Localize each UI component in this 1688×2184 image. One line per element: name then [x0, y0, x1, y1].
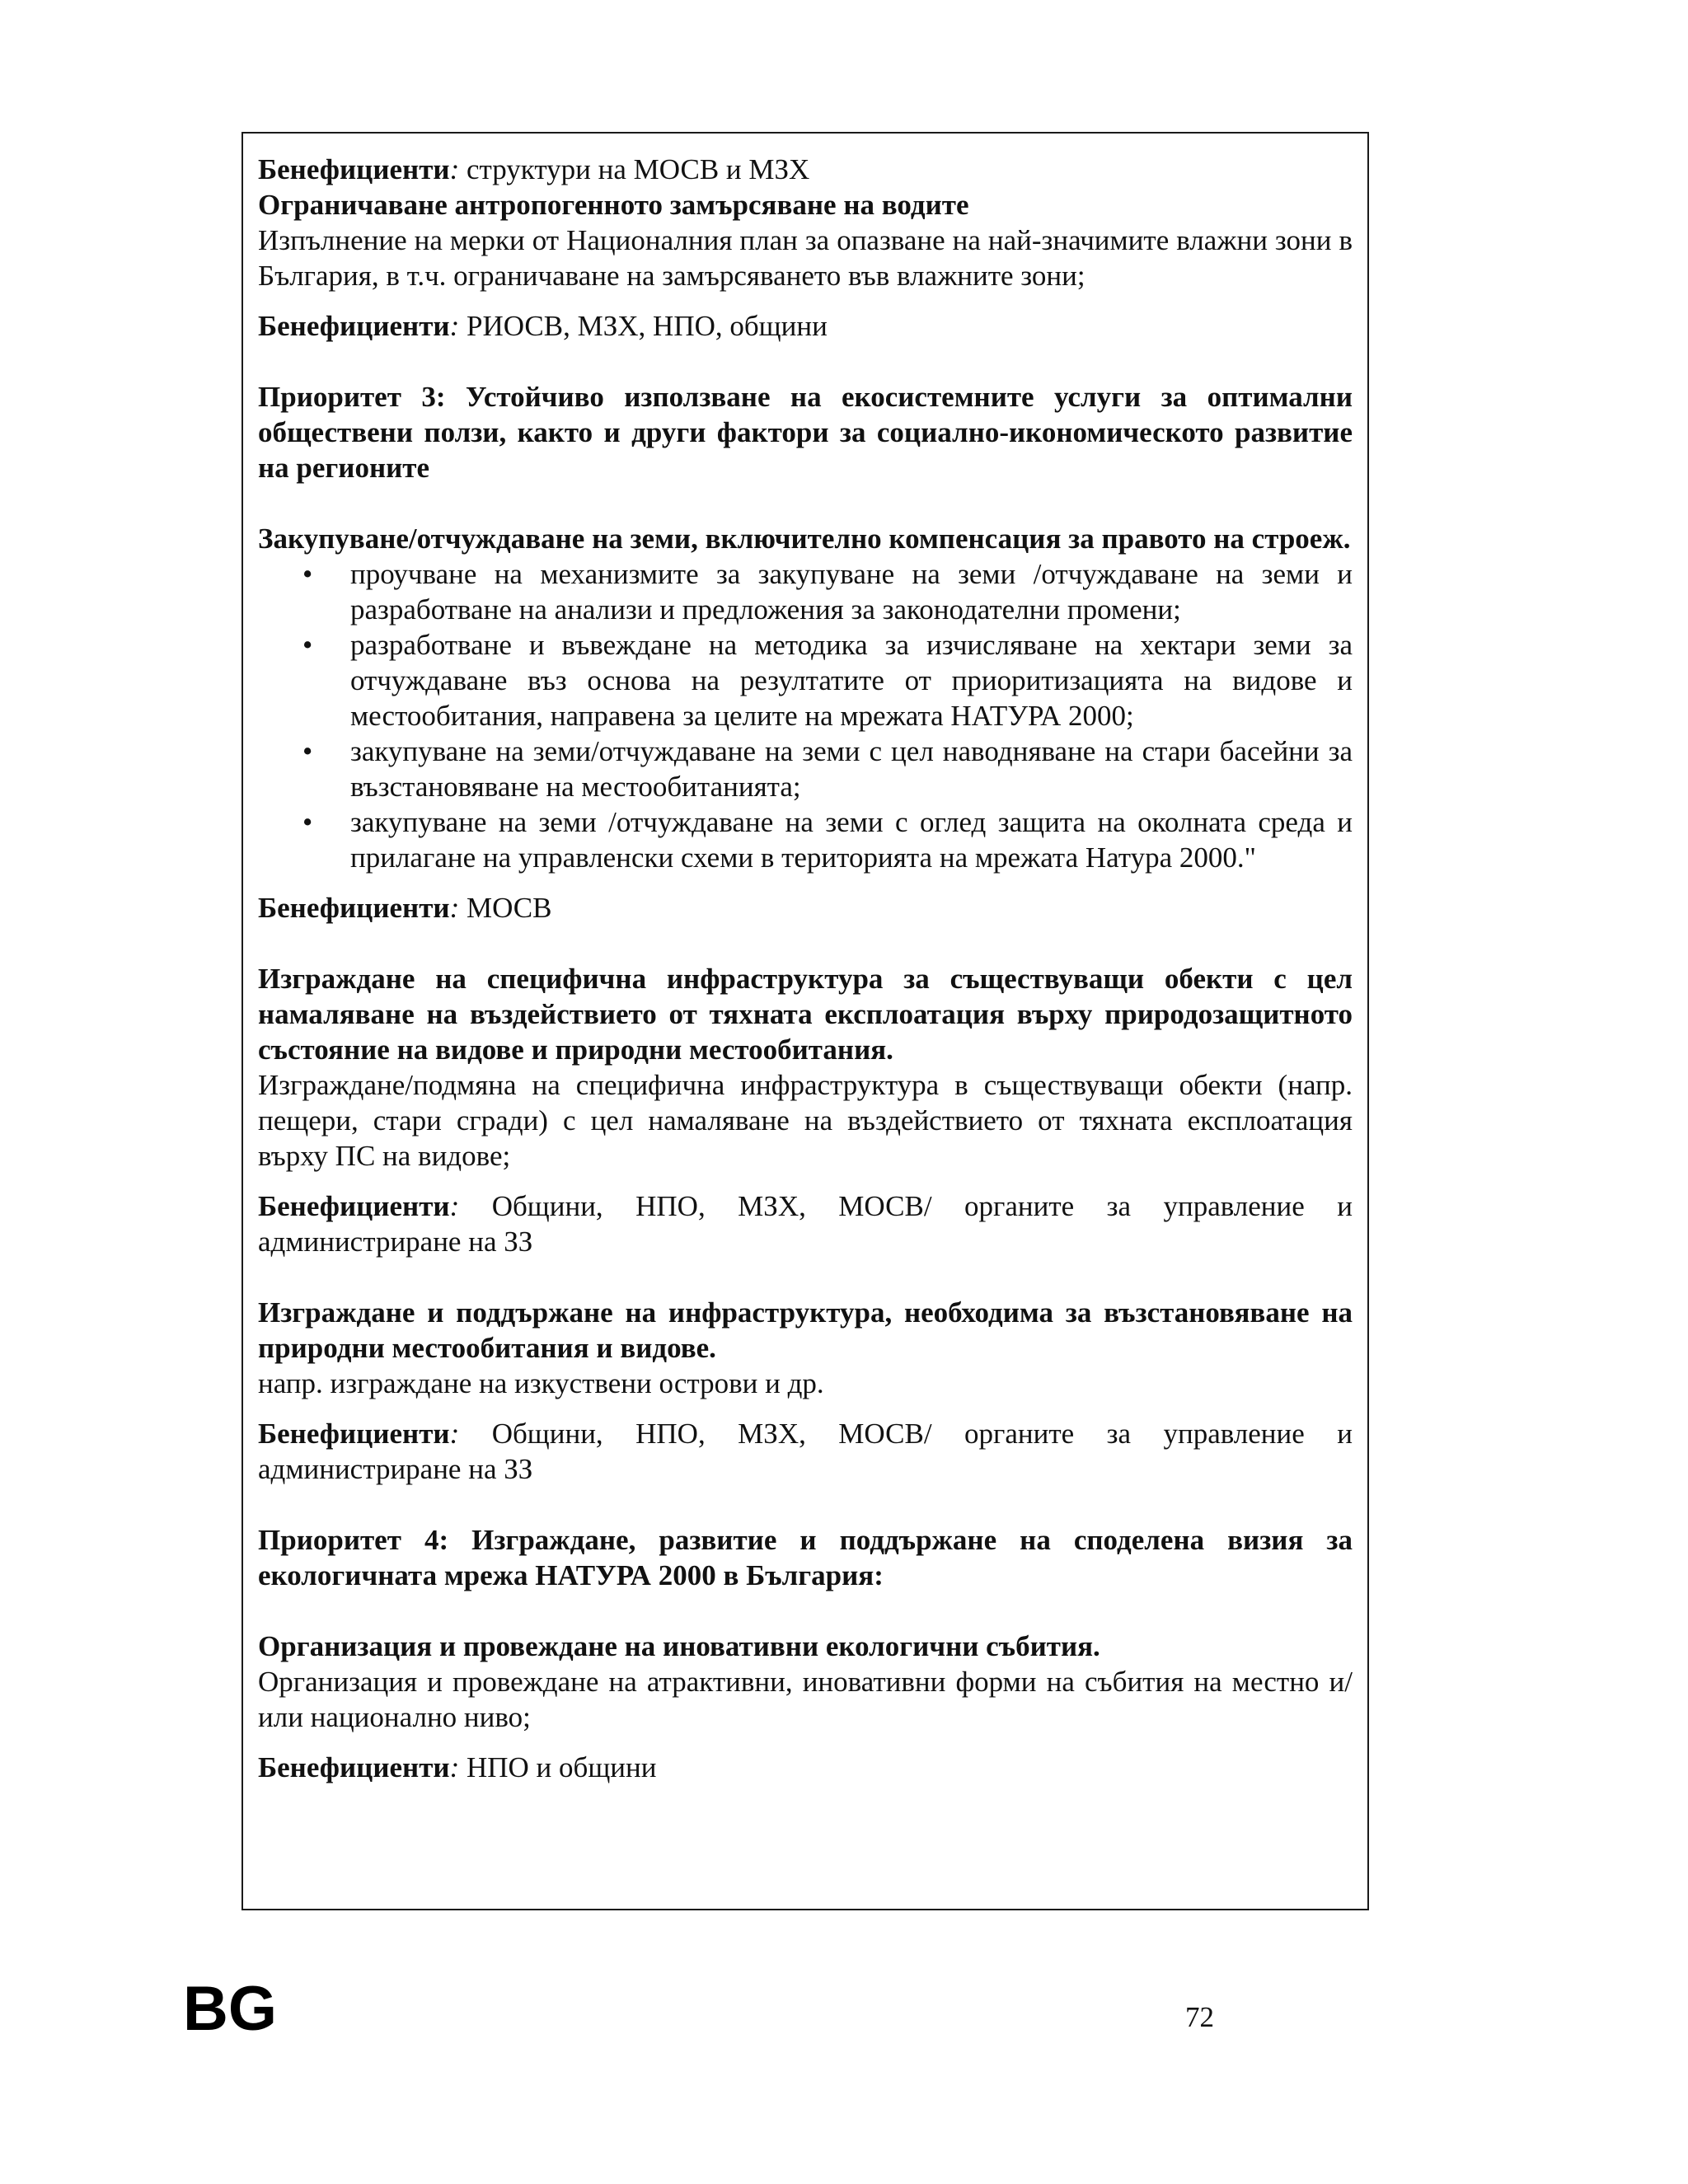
list-item — [258, 556, 1353, 627]
beneficiaries-colon: : — [449, 892, 460, 924]
beneficiaries-label: Бенефициенти — [258, 1751, 450, 1783]
bullet-icon: • — [302, 629, 313, 661]
beneficiaries-value: МОСВ — [459, 892, 552, 924]
list-item-text: закупуване на земи /отчуждаване на земи с оглед защита на околната среда и прилагане на управленски схеми в територията на мрежата Натура 2000." — [350, 806, 1353, 874]
beneficiaries-line — [258, 308, 1353, 344]
measure-text: напр. изграждане на изкуствени острови и др. — [258, 1367, 824, 1399]
beneficiaries-colon: : — [449, 1418, 460, 1450]
measure-heading: Закупуване/отчуждаване на земи, включително компенсация за правото на строеж. — [258, 523, 1351, 555]
beneficiaries-colon: : — [449, 1751, 460, 1783]
beneficiaries-label: Бенефициенти — [258, 310, 450, 342]
measure-heading: Организация и провеждане на иновативни екологични събития. — [258, 1630, 1100, 1662]
beneficiaries-label: Бенефициенти — [258, 1190, 450, 1222]
content-frame — [241, 132, 1369, 1910]
language-code: BG — [183, 1974, 277, 2044]
bullet-icon: • — [302, 735, 313, 767]
list-item-text: закупуване на земи/отчуждаване на земи с цел наводняване на стари басейни за възстановяване на местообитанията; — [350, 735, 1353, 803]
list-item-text: разработване и въвеждане на методика за изчисляване на хектари земи за отчуждаване въз основа на резултатите от приоритизацията на видове и местообитания, направена за целите на мрежата НАТУРА 2000; — [350, 629, 1353, 732]
beneficiaries-label: Бенефициенти — [258, 1418, 450, 1450]
measure-heading: Ограничаване антропогенното замърсяване на водите — [258, 189, 969, 221]
beneficiaries-value: Общини, НПО, МЗХ, МОСВ/ органите за управление и администриране на ЗЗ — [258, 1418, 1353, 1485]
beneficiaries-colon: : — [449, 153, 460, 185]
list-item-text: проучване на механизмите за закупуване на земи /отчуждаване на земи и разработване на анализи и предложения за законодателни промени; — [350, 558, 1353, 626]
priority-heading: Приоритет 4: Изграждане, развитие и поддържане на споделена визия за екологичната мрежа НАТУРА 2000 в България: — [258, 1524, 1353, 1591]
measure-text: Организация и провеждане на атрактивни, иновативни форми на събития на местно и/или национално ниво; — [258, 1666, 1353, 1733]
measure-text: Изграждане/подмяна на специфична инфраструктура в съществуващи обекти (напр. пещери, стари сгради) с цел намаляване на въздействието от тяхната експлоатация върху ПС на видове; — [258, 1069, 1353, 1172]
priority-heading: Приоритет 3: Устойчиво използване на екосистемните услуги за оптимални обществени ползи, както и други фактори за социално-икономическото развитие на регионите — [258, 381, 1353, 484]
beneficiaries-line — [258, 1750, 1353, 1785]
beneficiaries-line — [258, 152, 1353, 187]
bullet-icon: • — [302, 806, 313, 838]
beneficiaries-label: Бенефициенти — [258, 892, 450, 924]
beneficiaries-colon: : — [449, 310, 460, 342]
measure-heading: Изграждане на специфична инфраструктура за съществуващи обекти с цел намаляване на въздействието от тяхната експлоатация върху природозащитното състояние на видове и природни местообитания. — [258, 963, 1353, 1066]
list-item — [258, 627, 1353, 733]
beneficiaries-value: Общини, НПО, МЗХ, МОСВ/ органите за управление и администриране на ЗЗ — [258, 1190, 1353, 1258]
beneficiaries-label: Бенефициенти — [258, 153, 450, 185]
beneficiaries-line — [258, 1416, 1353, 1487]
measure-bullet-list — [258, 556, 1353, 875]
measure-text: Изпълнение на мерки от Националния план за опазване на най-значимите влажни зони в България, в т.ч. ограничаване на замърсяването във влажните зони; — [258, 224, 1353, 292]
measure-heading: Изграждане и поддържане на инфраструктура, необходима за възстановяване на природни местообитания и видове. — [258, 1296, 1353, 1364]
list-item — [258, 733, 1353, 804]
beneficiaries-value: РИОСВ, МЗХ, НПО, общини — [459, 310, 828, 342]
list-item — [258, 804, 1353, 875]
beneficiaries-line — [258, 1188, 1353, 1259]
beneficiaries-line — [258, 890, 1353, 926]
beneficiaries-value: НПО и общини — [459, 1751, 657, 1783]
document-body — [258, 152, 1353, 1785]
beneficiaries-colon: : — [449, 1190, 460, 1222]
beneficiaries-value: структури на МОСВ и МЗХ — [459, 153, 810, 185]
bullet-icon: • — [302, 558, 313, 590]
page-number: 72 — [1185, 2001, 1214, 2033]
